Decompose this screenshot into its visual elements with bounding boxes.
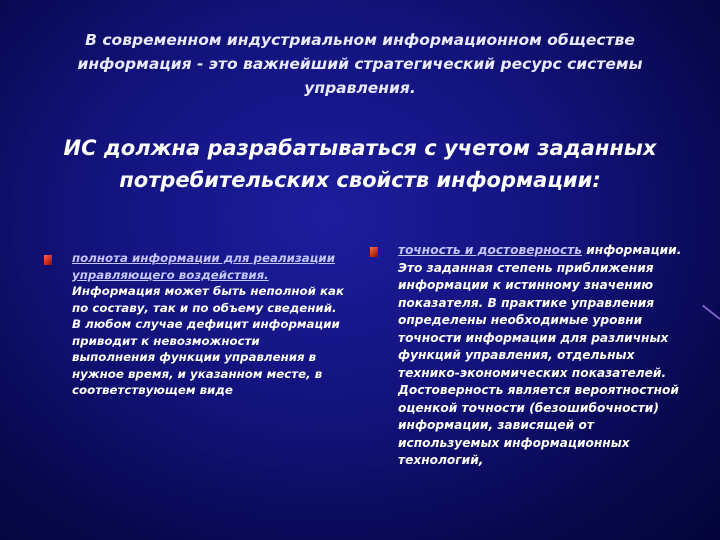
list-item-body [72, 250, 344, 399]
list-item-accuracy [370, 242, 688, 470]
intro-text: В современном индустриальном информационном обществе информация - это важнейший стратегический ресурс системы управления. [77, 31, 643, 97]
description-accuracy: информации. Это заданная степень приближения информации к истинному значению показателя. В практике управления определены необходимые уровни точности информации для различных функций управления, отдельных технико-экономических показателей. Достоверность является вероятностной оценкой точности (безошибочности) информации, зависящей от используемых информационных технологий, [398, 243, 682, 467]
left-column [44, 250, 344, 399]
list-item-completeness [44, 250, 344, 399]
right-column [370, 242, 688, 470]
square-bullet-icon [370, 247, 378, 257]
term-completeness: полнота информации для реализации управляющего воздействия. [72, 251, 335, 282]
square-bullet-icon [44, 255, 52, 265]
decorative-line [702, 305, 720, 320]
slide-heading: ИС должна разрабатываться с учетом заданных потребительских свойств информации: [63, 136, 657, 192]
description-completeness: Информация может быть неполной как по составу, так и по объему сведений. В любом случае дефицит информации приводит к невозможности выполнения функции управления в нужное время, и указанном месте, в соответствующем виде [72, 284, 344, 397]
list-item-body [398, 242, 688, 470]
term-accuracy: точность и достоверность [398, 243, 582, 257]
